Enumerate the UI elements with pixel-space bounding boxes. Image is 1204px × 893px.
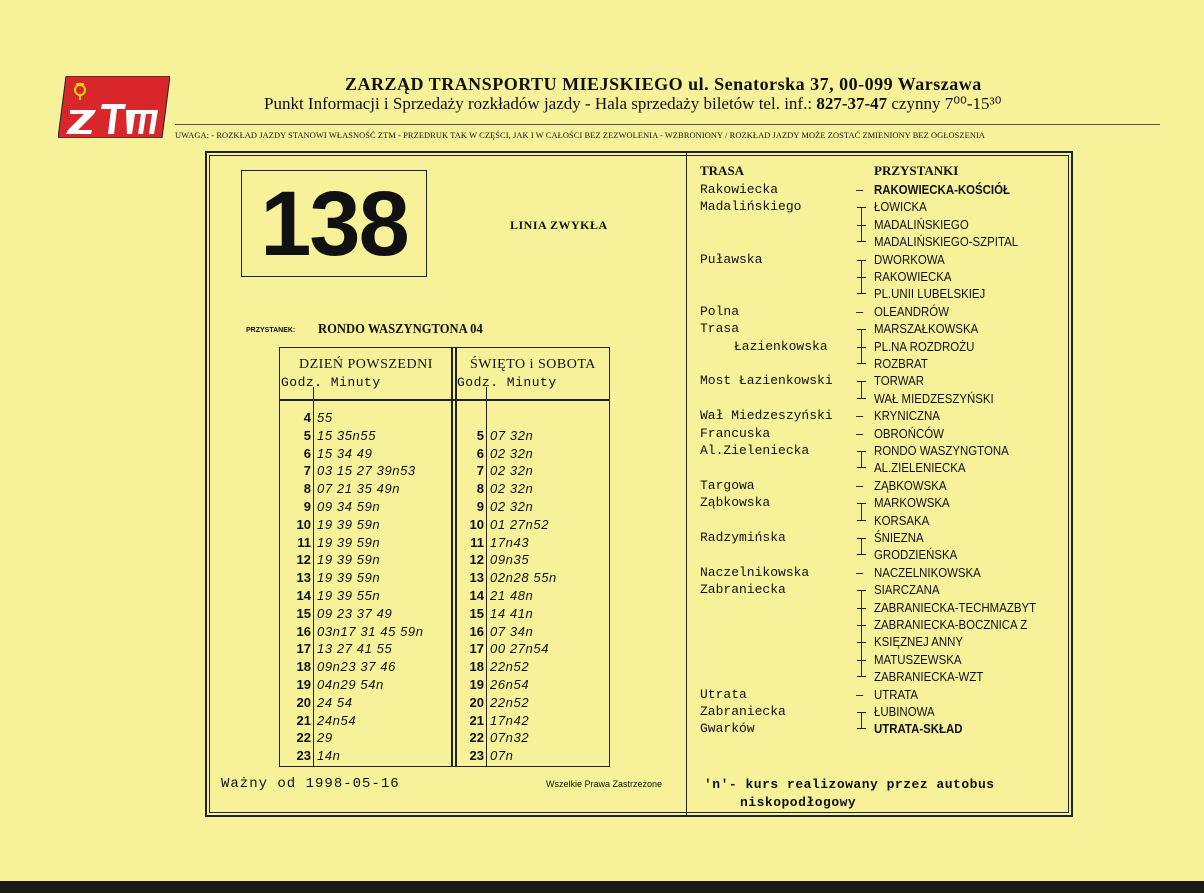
stop-group-bracket	[857, 451, 867, 468]
holiday-row	[279, 694, 610, 712]
weekday-minutes: 04n29 54n	[317, 677, 384, 692]
holiday-hour: 18	[469, 659, 484, 675]
stop-group-bracket	[857, 207, 867, 242]
single-stop-dash: –	[856, 425, 864, 441]
weekday-row	[279, 409, 610, 427]
weekday-hour: 15	[296, 605, 311, 621]
route-stop: KSIĘZNEJ ANNY	[874, 634, 964, 650]
holiday-minutes: 17n43	[490, 534, 530, 550]
line-number-box	[241, 170, 427, 277]
holiday-minutes: 07n	[490, 748, 514, 764]
holiday-row	[279, 712, 610, 730]
holiday-row	[279, 747, 610, 765]
holiday-hour: 16	[469, 623, 484, 639]
weekday-hour: 19	[296, 677, 311, 692]
weekday-hour: 11	[297, 534, 311, 550]
header-hours: czynny 7⁰⁰-15³⁰	[887, 94, 1002, 113]
stop-group-bracket	[857, 712, 867, 729]
route-stop: ŁOWICKA	[874, 199, 927, 215]
weekday-hour: 22	[296, 730, 311, 746]
route-stop: OBROŃCÓW	[874, 425, 944, 441]
weekday-minutes: 03n17 31 45 59n	[317, 623, 424, 639]
route-stop: MATUSZEWSKA	[874, 651, 962, 667]
stops-header: PRZYSTANKI	[874, 163, 959, 178]
legend-line-1: 'n'- kurs realizowany przez autobus	[704, 777, 995, 792]
weekday-minutes: 55	[317, 410, 333, 425]
scan-bottom-edge	[0, 881, 1204, 893]
holiday-hour: 19	[469, 677, 484, 692]
route-stop: OLEANDRÓW	[874, 303, 950, 319]
weekday-hour: 13	[296, 570, 311, 586]
holiday-row	[279, 569, 610, 587]
header-rule	[175, 124, 1160, 125]
route-street: Ząbkowska	[700, 495, 771, 511]
weekday-minutes: 19 39 59n	[317, 552, 381, 568]
route-street: Wał Miedzeszyński	[700, 408, 833, 424]
holiday-hour: 21	[469, 712, 484, 728]
route-stop: PL.UNII LUBELSKIEJ	[874, 286, 986, 302]
holiday-row	[279, 498, 610, 516]
holiday-hour: 5	[476, 427, 484, 443]
copyright-notice: UWAGA: - ROZKŁAD JAZDY STANOWI WŁASNOŚĆ ZTM - PRZEDRUK TAK W CZĘŚCI, JAK I W CAŁOŚCI BEZ ZEZWOLENIA - WZBRONIONY / ROZKŁAD JAZDY MOŻE ZOSTAĆ ZMIENIONY BEZ OGŁOSZENIA	[175, 131, 986, 140]
single-stop-dash: –	[856, 564, 864, 580]
route-stop: NACZELNIKOWSKA	[874, 564, 981, 580]
holiday-row	[279, 427, 610, 445]
holiday-hour: 15	[469, 605, 484, 621]
route-stop: RONDO WASZYNGTONA	[874, 443, 1009, 458]
single-stop-dash: –	[856, 408, 864, 424]
route-stop: ŚNIEZNA	[874, 530, 924, 545]
route-stop: GRODZIEŃSKA	[874, 547, 958, 563]
holiday-row	[279, 445, 610, 463]
stop-label: PRZYSTANEK:	[246, 327, 296, 334]
single-stop-dash: –	[856, 303, 864, 319]
legend	[704, 776, 995, 812]
holiday-row	[279, 729, 610, 747]
holiday-minutes: 17n42	[490, 712, 530, 728]
holiday-hour: 20	[469, 694, 484, 710]
route-stop: WAŁ MIEDZESZYŃSKI	[874, 390, 994, 406]
weekday-hour: 6	[303, 445, 311, 461]
holiday-row	[279, 534, 610, 552]
route-stop: RAKOWIECKA	[874, 269, 952, 284]
weekday-minutes: 19 39 59n	[317, 516, 381, 532]
stop-group-bracket	[857, 381, 867, 398]
weekday-minutes: 15 35n55	[317, 427, 377, 443]
holiday-minutes: 01 27n52	[490, 516, 550, 532]
weekday-minutes: 03 15 27 39n53	[317, 463, 416, 479]
holiday-row	[279, 605, 610, 623]
holiday-hour: 9	[476, 499, 484, 514]
holiday-row	[279, 640, 610, 658]
route-street: Most Łazienkowski	[700, 373, 833, 389]
frame-divider	[686, 153, 687, 815]
route-stop: ROZBRAT	[874, 356, 928, 371]
weekday-minutes: 13 27 41 55	[317, 641, 393, 657]
weekday-minutes: 07 21 35 49n	[317, 481, 401, 497]
route-stop: PL.NA ROZDROŻU	[874, 338, 975, 354]
route-stop: KRYNICZNA	[874, 408, 940, 424]
legend-line-2: niskopodłogowy	[740, 795, 857, 810]
route-street: Zabraniecka	[700, 582, 786, 598]
route-stop: ZABRANIECKA-WZT	[874, 669, 984, 685]
holiday-header: ŚWIĘTO i SOBOTA	[470, 357, 596, 372]
weekday-hour: 14	[296, 588, 311, 603]
weekday-subheader: Godz. Minuty	[281, 375, 381, 390]
weekday-hour: 16	[296, 623, 311, 639]
holiday-minutes: 22n52	[490, 694, 530, 710]
weekday-minutes: 29	[317, 730, 333, 746]
holiday-row	[279, 462, 610, 480]
single-stop-dash: –	[856, 182, 864, 197]
route-street: Francuska	[700, 425, 771, 441]
holiday-hour: 6	[476, 445, 484, 461]
route-street: Rakowiecka	[700, 182, 779, 197]
holiday-minutes: 26n54	[490, 677, 530, 692]
holiday-row	[279, 676, 610, 694]
stop-group-bracket	[857, 329, 867, 364]
route-stop: MADALIŃSKIEGO-SZPITAL	[874, 234, 1019, 250]
line-type: LINIA ZWYKŁA	[510, 218, 608, 232]
weekday-hour: 8	[303, 481, 311, 497]
holiday-row	[279, 587, 610, 605]
weekday-hour: 4	[303, 410, 311, 425]
route-street: Łazienkowska	[734, 338, 828, 354]
holiday-minutes: 07 32n	[490, 427, 534, 443]
route-stop: UTRATA-SKŁAD	[874, 721, 963, 737]
holiday-row	[279, 658, 610, 676]
route-street: Naczelnikowska	[700, 564, 810, 580]
holiday-minutes: 02 32n	[490, 499, 534, 514]
holiday-hour: 17	[469, 641, 484, 657]
route-stop: SIARCZANA	[874, 582, 940, 598]
weekday-minutes: 09 34 59n	[317, 499, 381, 514]
weekday-hour: 5	[303, 427, 311, 443]
route-street: Targowa	[700, 477, 755, 493]
route-stop: ZABRANIECKA-TECHMAZBYT	[874, 599, 1037, 615]
route-stop: TORWAR	[874, 373, 925, 389]
stop-group-bracket	[857, 590, 867, 677]
holiday-minutes: 02n28 55n	[490, 570, 557, 586]
holiday-minutes: 22n52	[490, 659, 530, 675]
route-stop: ZABRANIECKA-BOCZNICA Z	[874, 617, 1028, 632]
route-street: Utrata	[700, 686, 747, 702]
route-stop: AL.ZIELENIECKA	[874, 460, 966, 476]
weekday-hour: 23	[296, 748, 311, 764]
header-phone: 827-37-47	[816, 94, 888, 113]
route-stop: RAKOWIECKA-KOŚCIÓŁ	[874, 182, 1011, 197]
stop-group-bracket	[857, 538, 867, 555]
route-street: Trasa	[700, 321, 740, 337]
holiday-hour: 10	[469, 516, 484, 532]
holiday-hour: 14	[469, 588, 484, 603]
departure-table	[279, 347, 610, 767]
weekday-hour: 20	[296, 694, 311, 710]
holiday-minutes: 00 27n54	[490, 641, 550, 657]
stop-group-bracket	[857, 503, 867, 520]
header-subtitle-text: Punkt Informacji i Sprzedaży rozkładów jazdy - Hala sprzedaży biletów tel. inf.:	[264, 94, 817, 113]
weekday-minutes: 09n23 37 46	[317, 659, 396, 675]
route-street: Gwarków	[700, 721, 755, 737]
route-street: Puławska	[700, 251, 763, 267]
single-stop-dash: –	[856, 686, 864, 702]
holiday-minutes: 09n35	[490, 552, 530, 568]
weekday-minutes: 19 39 55n	[317, 588, 381, 603]
weekday-hour: 12	[296, 552, 311, 568]
weekday-minutes: 09 23 37 49	[317, 605, 393, 621]
holiday-row	[279, 551, 610, 569]
holiday-row	[279, 516, 610, 534]
holiday-row	[279, 623, 610, 641]
weekday-minutes: 19 39 59n	[317, 534, 381, 550]
ztm-logo	[58, 76, 170, 138]
holiday-minutes: 02 32n	[490, 481, 534, 497]
header-title: ZARZĄD TRANSPORTU MIEJSKIEGO ul. Senatorska 37, 00-099 Warszawa	[345, 74, 982, 94]
route-street: Al.Zieleniecka	[700, 443, 810, 458]
weekday-minutes: 14n	[317, 748, 341, 764]
holiday-minutes: 21 48n	[490, 588, 534, 603]
weekday-minutes: 19 39 59n	[317, 570, 381, 586]
holiday-minutes: 02 32n	[490, 445, 534, 461]
holiday-hour: 7	[476, 463, 484, 479]
header-subtitle	[264, 94, 1001, 114]
holiday-hour: 13	[469, 570, 484, 586]
route-stop: ZĄBKOWSKA	[874, 477, 947, 493]
weekday-hour: 9	[303, 499, 311, 514]
holiday-hour: 11	[470, 534, 484, 550]
holiday-minutes: 07 34n	[490, 623, 534, 639]
route-stop: MARSZAŁKOWSKA	[874, 321, 979, 337]
route-street: Polna	[700, 303, 740, 319]
weekday-hour: 10	[296, 516, 311, 532]
route-stop: KORSAKA	[874, 512, 930, 528]
stop-name: RONDO WASZYNGTONA 04	[318, 322, 483, 337]
stop-group-bracket	[857, 260, 867, 295]
route-header: TRASA	[700, 163, 745, 178]
holiday-minutes: 14 41n	[490, 605, 534, 621]
single-stop-dash: –	[856, 477, 864, 493]
line-number: 138	[260, 173, 408, 275]
holiday-minutes: 07n32	[490, 730, 530, 746]
weekday-minutes: 15 34 49	[317, 445, 373, 461]
table-header-rule	[279, 399, 610, 401]
rights-reserved: Wszelkie Prawa Zastrzeżone	[546, 779, 663, 789]
route-street: Zabraniecka	[700, 704, 786, 719]
weekday-minutes: 24n54	[317, 712, 357, 728]
holiday-row	[279, 480, 610, 498]
weekday-hour: 17	[296, 641, 311, 657]
weekday-header: DZIEŃ POWSZEDNI	[299, 357, 433, 372]
weekday-hour: 21	[296, 712, 311, 728]
holiday-hour: 12	[469, 552, 484, 568]
route-stop: UTRATA	[874, 686, 919, 702]
route-street: Madalińskiego	[700, 199, 802, 215]
route-stop: ŁUBINOWA	[874, 704, 935, 719]
holiday-hour: 8	[476, 481, 484, 497]
holiday-minutes: 02 32n	[490, 463, 534, 479]
weekday-minutes: 24 54	[317, 694, 353, 710]
valid-from: Ważny od 1998-05-16	[221, 776, 400, 792]
route-street: Radzymińska	[700, 530, 786, 545]
holiday-hour: 23	[469, 748, 484, 764]
holiday-hour: 22	[469, 730, 484, 746]
weekday-hour: 18	[296, 659, 311, 675]
route-stop: MARKOWSKA	[874, 495, 950, 511]
weekday-hour: 7	[303, 463, 311, 479]
holiday-subheader: Godz. Minuty	[457, 375, 557, 390]
route-stop: DWORKOWA	[874, 251, 945, 267]
route-stop: MADALIŃSKIEGO	[874, 216, 969, 232]
